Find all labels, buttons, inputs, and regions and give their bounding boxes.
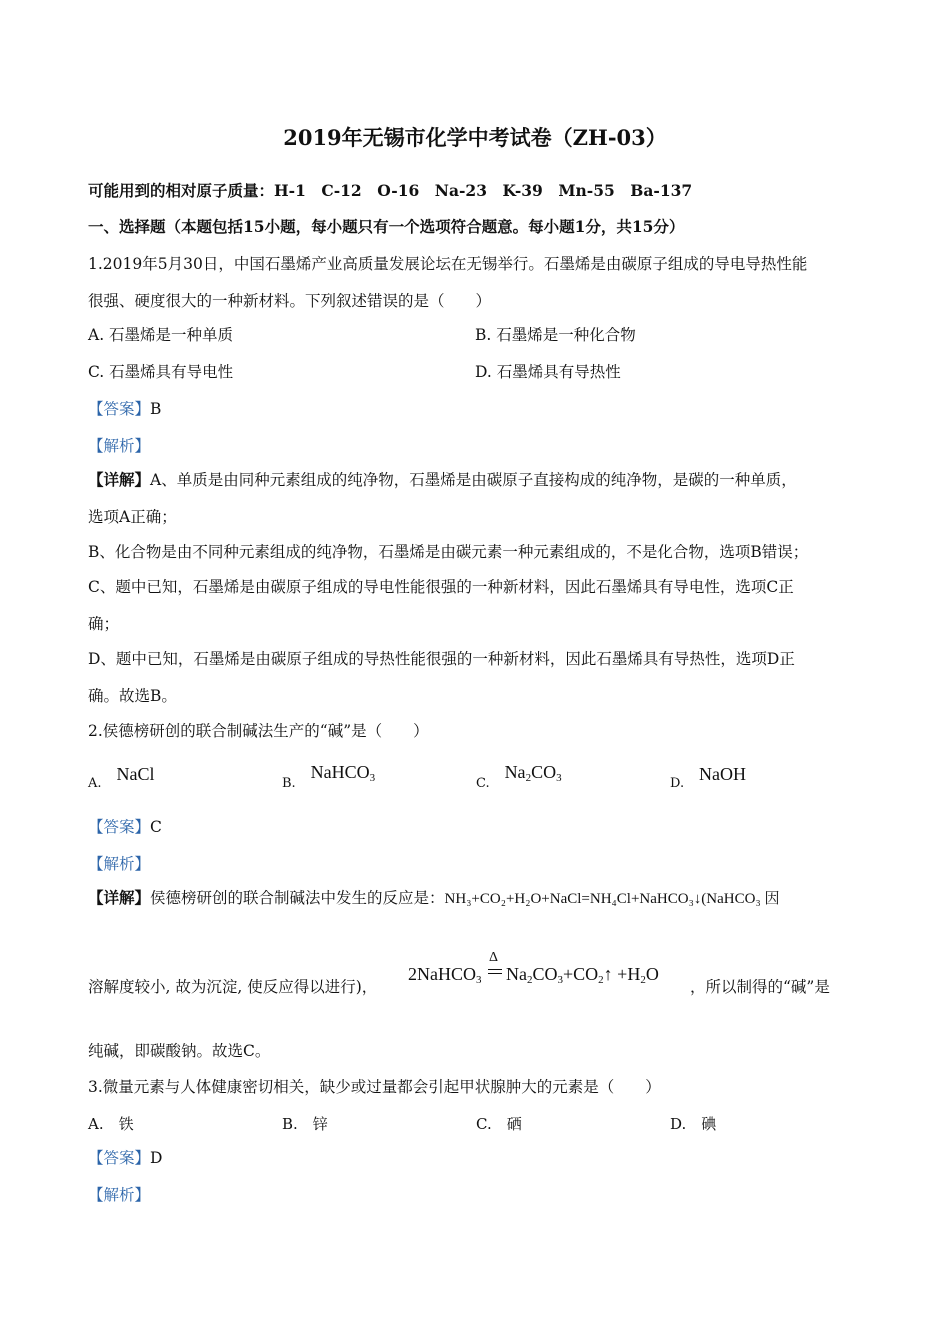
q2-stem: 2.侯德榜研创的联合制碱法生产的“碱”是（ ） bbox=[88, 722, 429, 740]
answer-tag: 【答案】 bbox=[88, 1149, 151, 1167]
q1-option-c: C. 石墨烯具有导电性 bbox=[88, 363, 234, 381]
detail-tag: 【详解】 bbox=[88, 470, 151, 489]
q2-detail-line2-pre: 溶解度较小, 故为沉淀, 使反应得以进行)， bbox=[88, 978, 378, 996]
q3-stem: 3.微量元素与人体健康密切相关，缺少或过量都会引起甲状腺肿大的元素是（ ） bbox=[88, 1078, 661, 1096]
answer-value: B bbox=[150, 400, 162, 418]
q2-answer bbox=[88, 817, 162, 837]
q2-option-c: $_{C.}$ $Na_2CO_3$ bbox=[476, 762, 562, 791]
q3-option-a: A. 铁 bbox=[88, 1115, 134, 1133]
q1-stem-line1: 1.2019年5月30日，中国石墨烯产业高质量发展论坛在无锡举行。石墨烯是由碳原子组成的导电导热性能 bbox=[88, 255, 808, 273]
q1-detail-line4: C、题中已知，石墨烯是由碳原子组成的导电性能很强的一种新材料，因此石墨烯具有导电性，选项C正 bbox=[88, 578, 794, 596]
q2-option-a: $_{A.}$ NaCl bbox=[88, 764, 155, 791]
q1-option-d: D. 石墨烯具有导热性 bbox=[475, 363, 621, 381]
q1-detail-line5: 确； bbox=[88, 615, 120, 633]
detail-tag: 【详解】 bbox=[88, 888, 151, 907]
q1-detail-line6: D、题中已知，石墨烯是由碳原子组成的导热性能很强的一种新材料，因此石墨烯具有导热性，选项D正 bbox=[88, 650, 795, 668]
atomic-masses: 可能用到的相对原子质量：H-1 C-12 O-16 Na-23 K-39 Mn-55 Ba-137 bbox=[88, 181, 693, 200]
q1-detail-line2: 选项A正确； bbox=[88, 508, 177, 526]
q1-analysis-tag: 【解析】 bbox=[88, 437, 151, 455]
section-heading: 一、选择题（本题包括15小题，每小题只有一个选项符合题意。每小题1分，共15分） bbox=[88, 217, 685, 236]
q1-option-b: B. 石墨烯是一种化合物 bbox=[475, 326, 636, 344]
q1-stem-line2: 很强、硬度很大的一种新材料。下列叙述错误的是（ ） bbox=[88, 292, 492, 310]
page-title: 2019年无锡市化学中考试卷（ZH-03） bbox=[283, 125, 667, 150]
q3-option-c: C. 硒 bbox=[476, 1115, 522, 1133]
q1-detail-line3: B、化合物是由不同种元素组成的纯净物，石墨烯是由碳元素一种元素组成的，不是化合物，选项B错误； bbox=[88, 543, 809, 561]
reaction-formula: NH₃+CO₂+H₂O+NaCl=NH₄Cl+NaHCO₃↓(NaHCO₃ 因 bbox=[444, 891, 780, 907]
equals-bar-top bbox=[488, 969, 502, 970]
q2-detail-line3: 纯碱，即碳酸钠。故选C。 bbox=[88, 1042, 271, 1060]
q1-detail-line7: 确。故选B。 bbox=[88, 687, 177, 705]
answer-tag: 【答案】 bbox=[88, 818, 151, 836]
q1-answer bbox=[88, 399, 161, 419]
q2-detail-line1: 【详解】侯德榜研创的联合制碱法中发生的反应是：NH₃+CO₂+H₂O+NaCl=NH₄Cl+NaHCO₃↓(NaHCO₃ 因 bbox=[88, 888, 780, 907]
q3-option-b: B. 锌 bbox=[282, 1115, 328, 1133]
q2-detail-line2-post: ，所以制得的“碱”是 bbox=[690, 978, 830, 996]
decomposition-equation-left: 2NaHCO$_3$ bbox=[408, 964, 482, 986]
q3-answer bbox=[88, 1148, 162, 1168]
decomposition-equation-right: $Na_2CO_3+CO_2↑ +H_2O$ bbox=[506, 964, 659, 986]
q3-option-d: D. 碘 bbox=[670, 1115, 717, 1133]
q2-option-d: $_{D.}$ NaOH bbox=[670, 764, 747, 791]
q3-analysis-tag: 【解析】 bbox=[88, 1186, 151, 1204]
answer-tag: 【答案】 bbox=[88, 400, 151, 418]
q2-analysis-tag: 【解析】 bbox=[88, 855, 151, 873]
q2-option-b: $_{B.}$ NaHCO$_3$ bbox=[282, 762, 376, 791]
detail-text: A、单质是由同种元素组成的纯净物，石墨烯是由碳原子直接构成的纯净物，是碳的一种单质， bbox=[150, 471, 797, 489]
answer-value: D bbox=[150, 1149, 163, 1167]
equals-bar-bottom bbox=[488, 973, 502, 974]
delta-symbol: Δ bbox=[489, 950, 499, 965]
q1-detail-line1 bbox=[88, 470, 797, 490]
q1-option-a: A. 石墨烯是一种单质 bbox=[88, 326, 234, 344]
answer-value: C bbox=[150, 818, 162, 836]
